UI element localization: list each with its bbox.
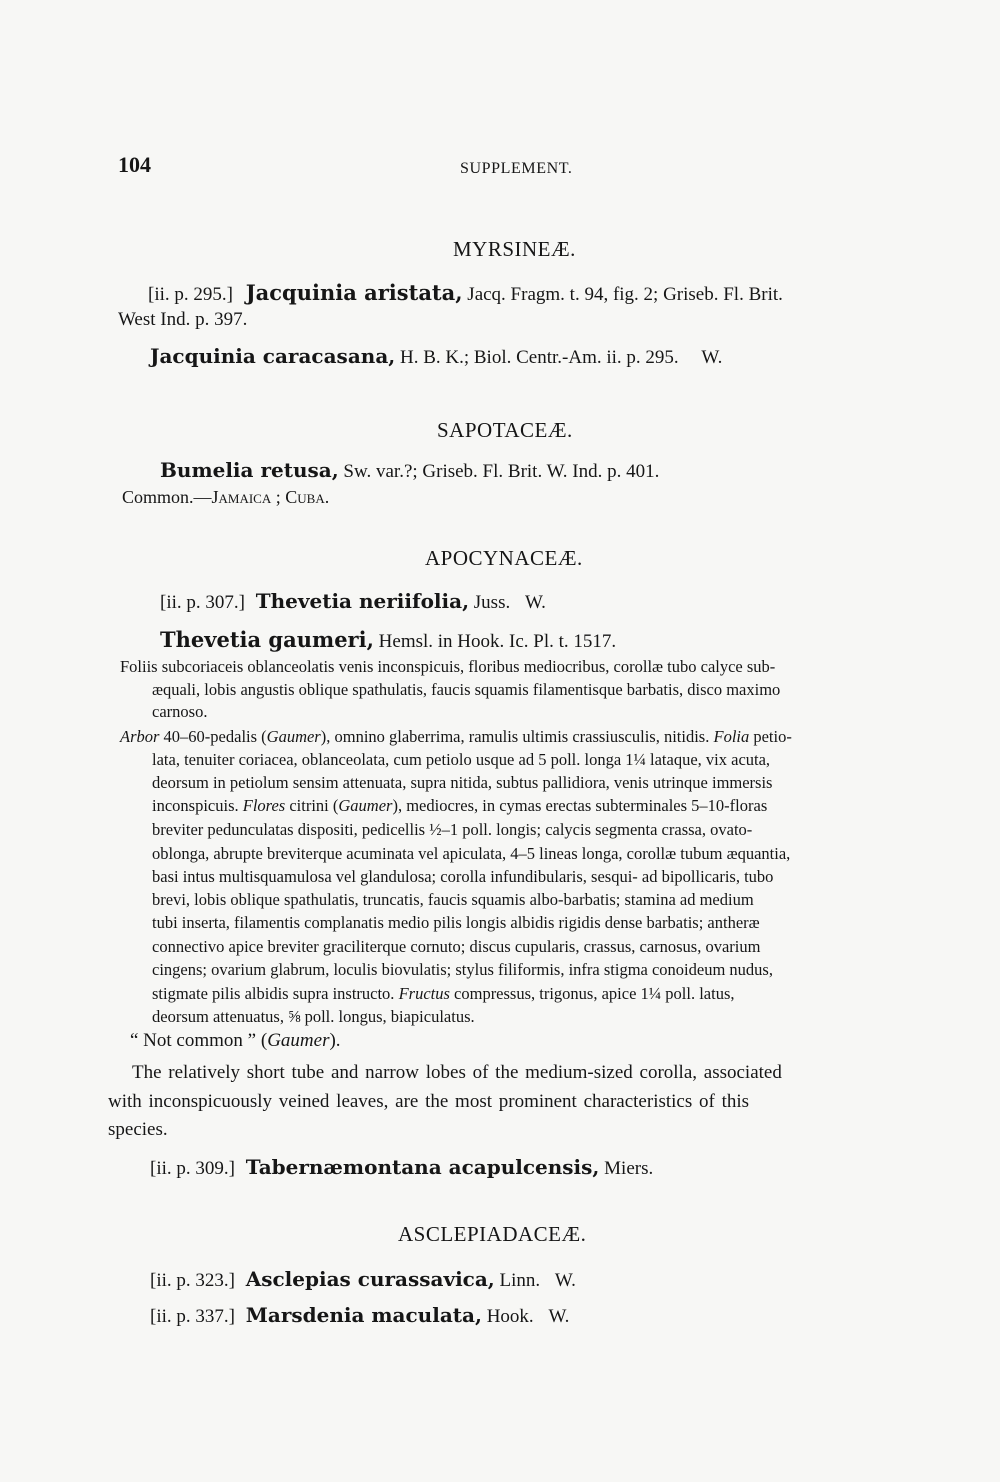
text-run: ).: [329, 1030, 341, 1051]
description-line-4: [152, 796, 767, 816]
species-name: Asclepias curassavica,: [245, 1267, 495, 1291]
author: Juss.: [473, 592, 511, 613]
entry-bumelia-retusa: [160, 458, 659, 483]
family-heading-apocynaceae: APOCYNACEÆ.: [425, 546, 583, 570]
distribution: [122, 487, 329, 508]
text-run: petio-: [749, 727, 792, 746]
author: Linn.: [499, 1270, 541, 1291]
end-punct: .: [324, 487, 330, 507]
collector-italic: Gaumer: [338, 796, 393, 815]
entry-thevetia-neriifolia: [160, 589, 546, 614]
species-name: Jacquinia aristata,: [245, 280, 463, 305]
species-name: Jacquinia caracasana,: [150, 344, 396, 368]
italic-term: Folia: [713, 727, 750, 746]
family-heading-asclepiadaceae: ASCLEPIADACEÆ.: [398, 1222, 587, 1246]
citation: Hemsl. in Hook. Ic. Pl. t. 1517.: [378, 631, 617, 652]
remarks-line-3: species.: [108, 1119, 168, 1140]
text-run: citrini (: [285, 796, 339, 815]
description-line-3: deorsum in petiolum sensim attenuata, supra nitida, subtus pallidiora, venis utrinque immersis: [152, 773, 773, 792]
collector: W.: [554, 1270, 576, 1291]
family-heading-myrsineae: MYRSINEÆ.: [453, 237, 576, 261]
page-reference: [ii. p. 307.]: [160, 592, 245, 613]
description-line-12: [152, 984, 735, 1004]
page-reference: [ii. p. 295.]: [148, 284, 233, 305]
diagnosis-line-2: æquali, lobis angustis oblique spathulatis, faucis squamis filamentisque barbatis, disco maximo: [152, 680, 781, 699]
species-name: Marsdenia maculata,: [245, 1303, 482, 1327]
description-line-6: oblonga, abrupte breviterque acuminata vel apiculata, 4–5 lineas longa, corollæ tubum æquantia,: [152, 844, 791, 863]
text-run: stigmate pilis albidis supra instructo.: [152, 984, 399, 1003]
species-name: Thevetia gaumeri,: [160, 627, 374, 652]
species-name: Bumelia retusa,: [160, 458, 339, 482]
text-run: “ Not common ” (: [130, 1030, 268, 1051]
collector-italic: Gaumer: [266, 727, 321, 746]
separator: ;: [275, 487, 281, 507]
description-line-5: breviter pedunculatas dispositi, pedicellis ½–1 poll. longis; calycis segmenta crassa, ovato-: [152, 820, 753, 839]
species-name: Tabernæmontana acapulcensis,: [245, 1155, 600, 1179]
page-reference: [ii. p. 337.]: [150, 1306, 235, 1327]
description-line-11: cingens; ovarium glabrum, loculis biovulatis; stylus filiformis, infra stigma conoideum nudus,: [152, 960, 773, 979]
description-line-7: basi intus multisquamulosa vel glandulosa; corolla infundibularis, sesqui- ad bipollicaris, tubo: [152, 867, 774, 886]
author: Hook.: [486, 1306, 534, 1327]
remarks-line-2: with inconspicuously veined leaves, are the most prominent characteristics of this: [108, 1091, 750, 1112]
entry-asclepias: [150, 1267, 576, 1292]
collector: W.: [524, 592, 546, 613]
text-run: ), omnino glaberrima, ramulis ultimis crassiusculis, nitidis.: [320, 727, 714, 746]
distribution-prefix: Common.—: [122, 487, 212, 507]
family-heading-sapotaceae: SAPOTACEÆ.: [437, 418, 573, 442]
italic-term: Flores: [242, 796, 286, 815]
entry-jacquinia-caracasana: [150, 344, 722, 369]
text-run: 40–60-pedalis (: [159, 727, 267, 746]
collector-italic: Gaumer: [267, 1030, 330, 1051]
description-line-10: connectivo apice breviter graciliterque cornuto; discus cupularis, crassus, carnosus, ovarium: [152, 937, 761, 956]
entry-thevetia-gaumeri: [160, 627, 616, 653]
citation: H. B. K.; Biol. Centr.-Am. ii. p. 295.: [399, 347, 679, 368]
text-run: ), mediocres, in cymas erectas subterminales 5–10-floras: [392, 796, 768, 815]
remarks-line-1: The relatively short tube and narrow lobes of the medium-sized corolla, associated: [132, 1062, 782, 1083]
place-jamaica: Jamaica: [211, 487, 272, 507]
description-line-8: brevi, lobis oblique spathulatis, truncatis, faucis squamis albo-barbatis; stamina ad medium: [152, 890, 754, 909]
citation-continuation: West Ind. p. 397.: [118, 309, 248, 330]
description-line-13: deorsum attenuatus, ⅝ poll. longus, biapiculatus.: [152, 1007, 475, 1026]
text-run: inconspicuis.: [152, 796, 243, 815]
page-reference: [ii. p. 323.]: [150, 1270, 235, 1291]
description-line-9: tubi inserta, filamentis complanatis medio pilis longis albidis rigidis dense barbatis; antheræ: [152, 913, 760, 932]
diagnosis-line-1: Foliis subcoriaceis oblanceolatis venis inconspicuis, floribus mediocribus, corollæ tubo calyce sub-: [120, 657, 776, 676]
entry-tabernaemontana: [150, 1155, 653, 1180]
entry-jacquinia-aristata: [148, 280, 783, 306]
citation: Sw. var.?; Griseb. Fl. Brit. W. Ind. p. 401.: [343, 461, 660, 482]
citation: Jacq. Fragm. t. 94, fig. 2; Griseb. Fl. Brit.: [467, 284, 783, 305]
entry-marsdenia: [150, 1303, 569, 1328]
collector: W.: [548, 1306, 570, 1327]
description-line-2: lata, tenuiter coriacea, oblanceolata, cum petiolo usque ad 5 poll. longa 1¼ lataque, vix acuta,: [152, 750, 771, 769]
page-number: 104: [118, 152, 151, 177]
italic-term: Arbor: [120, 727, 160, 746]
description-line-1: [120, 727, 792, 747]
page-reference: [ii. p. 309.]: [150, 1158, 235, 1179]
italic-term: Fructus: [398, 984, 450, 1003]
text-run: compressus, trigonus, apice 1¼ poll. latus,: [449, 984, 735, 1003]
collector: W.: [701, 347, 723, 368]
species-name: Thevetia neriifolia,: [255, 589, 470, 613]
abundance-note: [130, 1030, 341, 1052]
place-cuba: Cuba: [285, 487, 325, 507]
running-title: SUPPLEMENT.: [460, 160, 573, 177]
diagnosis-line-3: carnoso.: [152, 702, 208, 721]
author: Miers.: [604, 1158, 654, 1179]
